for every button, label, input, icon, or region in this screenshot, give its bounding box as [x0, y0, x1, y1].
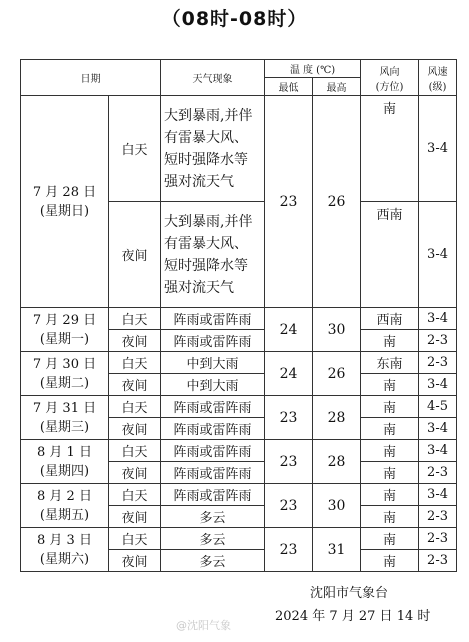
wind-speed: 2-3 [419, 352, 457, 374]
wind-speed: 3-4 [419, 308, 457, 330]
wind-direction: 南 [361, 374, 419, 396]
weekday-label: (星期日) [39, 203, 90, 219]
weather-cell: 阵雨或雷阵雨 [161, 440, 265, 462]
temp-max: 30 [313, 484, 361, 528]
header-temperature: 温 度 (℃) [265, 60, 361, 78]
wind-direction: 南 [361, 506, 419, 528]
weather-cell: 阵雨或雷阵雨 [161, 330, 265, 352]
weather-cell: 中到大雨 [161, 352, 265, 374]
weather-cell: 多云 [161, 506, 265, 528]
header-temp-min: 最低 [265, 78, 313, 96]
wind-direction: 西南 [361, 308, 419, 330]
temp-max: 26 [313, 352, 361, 396]
period-day: 白天 [109, 484, 161, 506]
temp-max: 30 [313, 308, 361, 352]
date-cell [21, 484, 109, 528]
header-wind-speed-sub: (级) [428, 81, 447, 93]
wind-speed: 4-5 [419, 396, 457, 418]
temp-max: 26 [313, 96, 361, 308]
weather-cell: 阵雨或雷阵雨 [161, 484, 265, 506]
table-row [21, 528, 457, 550]
wind-direction: 南 [361, 462, 419, 484]
temp-min: 23 [265, 484, 313, 528]
period-day: 白天 [109, 96, 161, 202]
forecast-table [20, 59, 457, 572]
wind-direction: 南 [361, 418, 419, 440]
weekday-label: (星期六) [39, 551, 90, 567]
date-label: 7 月 28 日 [32, 184, 97, 200]
weather-cell: 阵雨或雷阵雨 [161, 418, 265, 440]
date-label: 8 月 3 日 [37, 532, 92, 548]
temp-min: 23 [265, 96, 313, 308]
wind-speed: 2-3 [419, 330, 457, 352]
header-temp-max: 最高 [313, 78, 361, 96]
wind-direction: 南 [361, 96, 419, 202]
date-cell [21, 352, 109, 396]
date-label: 7 月 31 日 [32, 400, 97, 416]
wind-speed: 3-4 [419, 202, 457, 308]
wind-speed: 2-3 [419, 528, 457, 550]
date-label: 8 月 1 日 [37, 444, 92, 460]
date-cell [21, 308, 109, 352]
period-night: 夜间 [109, 330, 161, 352]
table-row [21, 352, 457, 374]
weather-cell: 大到暴雨,并伴有雷暴大风、短时强降水等强对流天气 [161, 96, 265, 202]
weekday-label: (星期五) [39, 507, 90, 523]
temp-max: 28 [313, 396, 361, 440]
temp-max: 28 [313, 440, 361, 484]
wind-direction: 南 [361, 550, 419, 572]
date-label: 8 月 2 日 [37, 488, 92, 504]
wind-speed: 3-4 [419, 374, 457, 396]
period-day: 白天 [109, 352, 161, 374]
temp-min: 24 [265, 352, 313, 396]
period-day: 白天 [109, 396, 161, 418]
weather-cell: 阵雨或雷阵雨 [161, 462, 265, 484]
wind-speed: 2-3 [419, 550, 457, 572]
temp-min: 23 [265, 396, 313, 440]
header-weather: 天气现象 [161, 60, 265, 96]
wind-speed: 3-4 [419, 96, 457, 202]
date-label: 7 月 30 日 [32, 356, 97, 372]
weather-cell: 多云 [161, 550, 265, 572]
temp-min: 24 [265, 308, 313, 352]
date-cell [21, 440, 109, 484]
wind-speed: 3-4 [419, 484, 457, 506]
temp-min: 23 [265, 528, 313, 572]
weather-cell: 阵雨或雷阵雨 [161, 308, 265, 330]
wind-direction: 南 [361, 396, 419, 418]
weather-cell: 大到暴雨,并伴有雷暴大风、短时强降水等强对流天气 [161, 202, 265, 308]
wind-speed: 3-4 [419, 418, 457, 440]
wind-direction: 东南 [361, 352, 419, 374]
wind-direction: 西南 [361, 202, 419, 308]
header-wind-speed [419, 60, 457, 96]
table-row [21, 396, 457, 418]
date-cell [21, 528, 109, 572]
weekday-label: (星期三) [39, 419, 90, 435]
wind-speed: 2-3 [419, 462, 457, 484]
header-date: 日期 [21, 60, 161, 96]
wind-direction: 南 [361, 528, 419, 550]
period-day: 白天 [109, 440, 161, 462]
header-wind-direction-label: 风向 [379, 66, 400, 78]
wind-direction: 南 [361, 484, 419, 506]
period-night: 夜间 [109, 462, 161, 484]
issued-timestamp: 2024 年 7 月 27 日 14 时 [275, 609, 431, 624]
issuer-label: 沈阳市气象台 [310, 586, 389, 601]
header-wind-direction [361, 60, 419, 96]
wind-speed: 3-4 [419, 440, 457, 462]
weather-cell: 阵雨或雷阵雨 [161, 396, 265, 418]
weather-cell: 多云 [161, 528, 265, 550]
wind-speed: 2-3 [419, 506, 457, 528]
header-wind-direction-sub: (方位) [375, 81, 404, 93]
period-night: 夜间 [109, 202, 161, 308]
wind-direction: 南 [361, 330, 419, 352]
watermark: @沈阳气象 [176, 619, 231, 632]
wind-direction: 南 [361, 440, 419, 462]
header-wind-speed-label: 风速 [427, 66, 448, 78]
weekday-label: (星期一) [39, 331, 90, 347]
date-label: 7 月 29 日 [32, 312, 97, 328]
period-night: 夜间 [109, 374, 161, 396]
temp-max: 31 [313, 528, 361, 572]
table-row [21, 308, 457, 330]
date-cell [21, 396, 109, 440]
table-row [21, 440, 457, 462]
period-night: 夜间 [109, 550, 161, 572]
period-night: 夜间 [109, 418, 161, 440]
weather-cell: 中到大雨 [161, 374, 265, 396]
weekday-label: (星期四) [39, 463, 90, 479]
weekday-label: (星期二) [39, 375, 90, 391]
period-night: 夜间 [109, 506, 161, 528]
period-day: 白天 [109, 528, 161, 550]
date-cell [21, 96, 109, 308]
forecast-title: （08时-08时） [161, 8, 308, 30]
table-row [21, 484, 457, 506]
period-day: 白天 [109, 308, 161, 330]
temp-min: 23 [265, 440, 313, 484]
table-row [21, 96, 457, 202]
